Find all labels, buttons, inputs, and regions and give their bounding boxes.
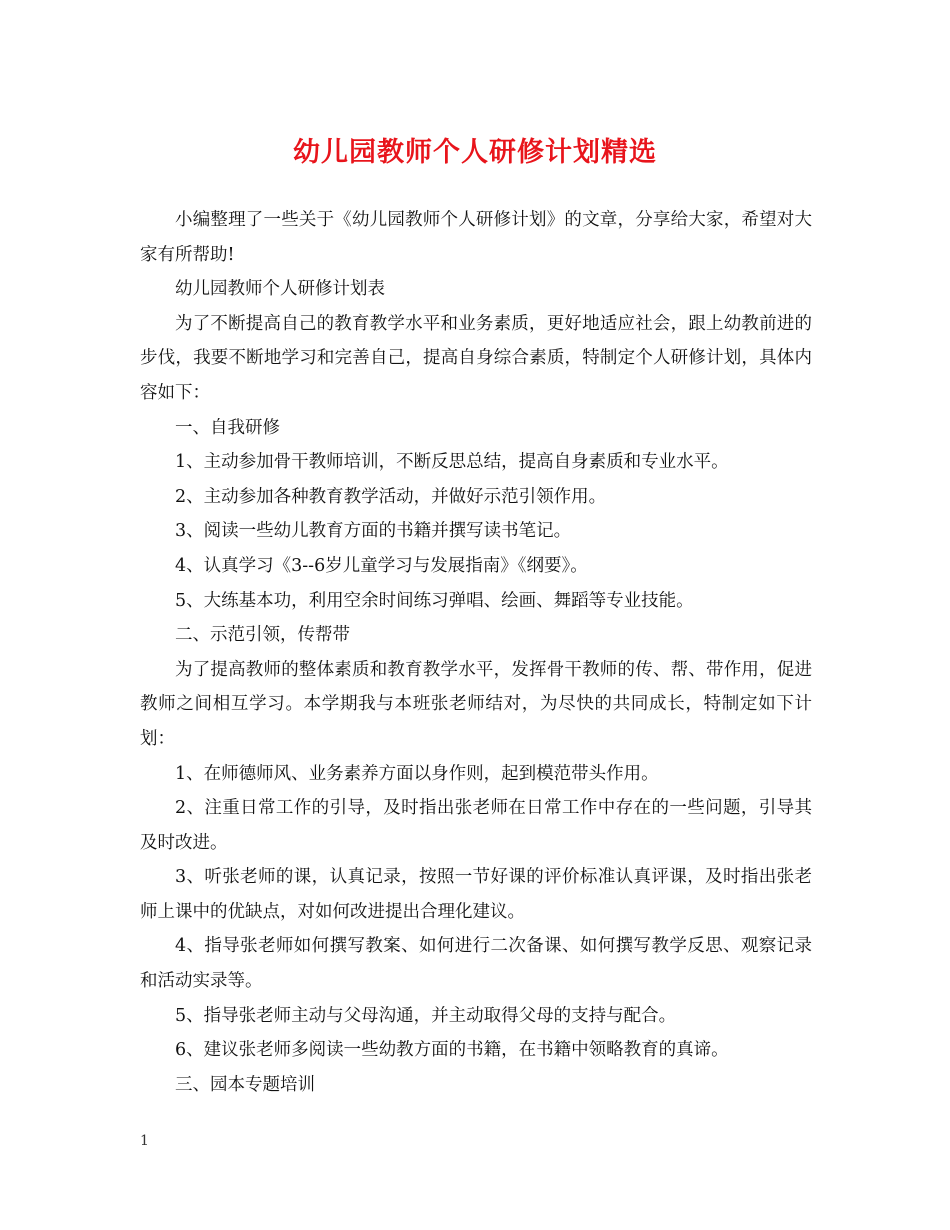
paragraph-mentoring-intro: 为了提高教师的整体素质和教育教学水平，发挥骨干教师的传、帮、带作用，促进教师之间相互学习。本学期我与本班张老师结对，为尽快的共同成长，特制定如下计划： [140,659,812,749]
page-number: 1 [140,1133,149,1149]
list-item: 1、在师德师风、业务素养方面以身作则，起到模范带头作用。 [175,763,659,784]
list-item: 4、指导张老师如何撰写教案、如何进行二次备课、如何撰写教学反思、观察记录和活动实录等。 [140,936,812,992]
section-heading-training: 三、园本专题培训 [175,1074,315,1095]
list-item: 3、听张老师的课，认真记录，按照一节好课的评价标准认真评课，及时指出张老师上课中的优缺点，对如何改进提出合理化建议。 [140,867,812,922]
list-item: 1、主动参加骨干教师培训，不断反思总结，提高自身素质和专业水平。 [175,452,729,473]
paragraph-intro: 小编整理了一些关于《幼儿园教师个人研修计划》的文章，分享给大家，希望对大家有所帮助! [140,210,812,265]
list-item: 3、阅读一些幼儿教育方面的书籍并撰写读书笔记。 [175,521,572,542]
list-item: 6、建议张老师多阅读一些幼教方面的书籍，在书籍中领略教育的真谛。 [175,1040,729,1061]
document-body [140,203,812,1102]
paragraph-purpose: 为了不断提高自己的教育教学水平和业务素质，更好地适应社会，跟上幼教前进的步伐，我要不断地学习和完善自己，提高自身综合素质，特制定个人研修计划，具体内容如下： [140,313,812,403]
paragraph-table-heading: 幼儿园教师个人研修计划表 [175,279,385,300]
list-item: 2、主动参加各种教育教学活动，并做好示范引领作用。 [175,486,607,507]
list-item: 5、指导张老师主动与父母沟通，并主动取得父母的支持与配合。 [175,1005,677,1026]
section-heading-mentoring: 二、示范引领，传帮带 [175,625,350,646]
list-item: 4、认真学习《3--6岁儿童学习与发展指南》《纲要》。 [175,555,588,576]
document-title: 幼儿园教师个人研修计划精选 [293,137,657,168]
list-item: 2、注重日常工作的引导，及时指出张老师在日常工作中存在的一些问题，引导其及时改进。 [140,798,812,853]
section-heading-self-study: 一、自我研修 [175,417,280,438]
list-item: 5、大练基本功，利用空余时间练习弹唱、绘画、舞蹈等专业技能。 [175,590,694,611]
